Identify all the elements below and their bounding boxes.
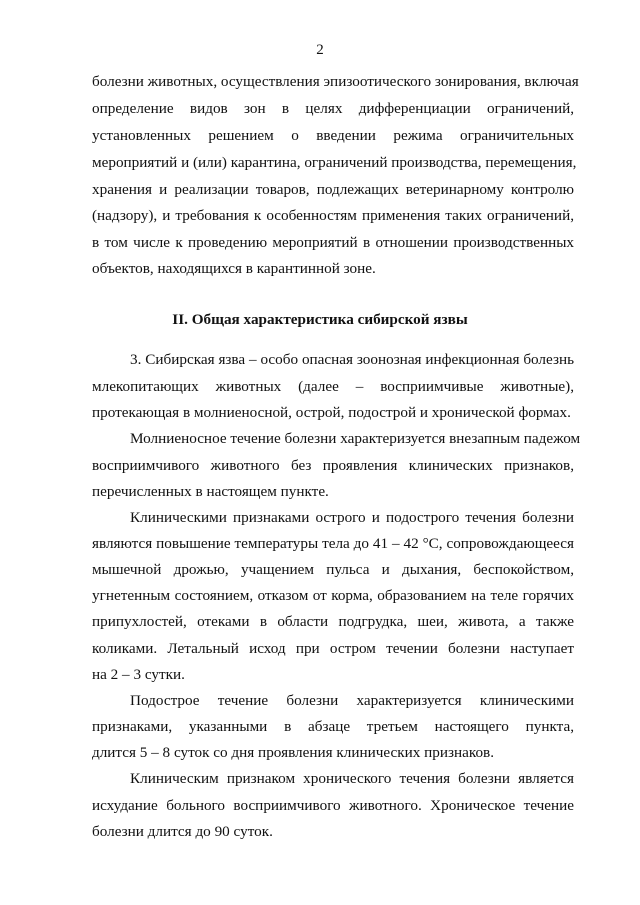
text-line: 3. Сибирская язва – особо опасная зоонозная инфекционная болезнь: [130, 351, 574, 368]
text-line: являются повышение температуры тела до 41 – 42 °С, сопровождающееся: [92, 535, 574, 552]
text-line: установленных решением о введении режима ограничительных: [92, 127, 574, 144]
text-line: длится 5 – 8 суток со дня проявления клинических признаков.: [92, 744, 495, 761]
text-line: мышечной дрожью, учащением пульса и дыхания, беспокойством,: [92, 561, 574, 578]
section-heading: II. Общая характеристика сибирской язвы: [172, 311, 468, 328]
text-line: (надзору), и требования к особенностям применения таких ограничений,: [92, 207, 574, 224]
text-line: болезни животных, осуществления эпизоотического зонирования, включая: [92, 73, 579, 90]
text-line: коликами. Летальный исход при остром течении болезни наступает: [92, 640, 574, 657]
text-line: хранения и реализации товаров, подлежащих ветеринарному контролю: [92, 181, 574, 198]
text-line: Клиническими признаками острого и подострого течения болезни: [130, 509, 574, 526]
text-line: на 2 – 3 сутки.: [92, 666, 185, 683]
text-line: в том числе к проведению мероприятий в отношении производственных: [92, 234, 574, 251]
text-line: болезни длится до 90 суток.: [92, 823, 273, 840]
text-line: протекающая в молниеносной, острой, подострой и хронической формах.: [92, 404, 571, 421]
page-number: 2: [316, 42, 324, 58]
text-line: объектов, находящихся в карантинной зоне.: [92, 260, 376, 277]
text-line: Молниеносное течение болезни характеризуется внезапным падежом: [130, 430, 581, 447]
text-line: угнетенным состоянием, отказом от корма, образованием на теле горячих: [92, 587, 574, 604]
text-line: признаками, указанными в абзаце третьем настоящего пункта,: [92, 718, 574, 735]
text-line: определение видов зон в целях дифференциации ограничений,: [92, 100, 574, 117]
text-line: перечисленных в настоящем пункте.: [92, 483, 329, 500]
text-line: исхудание больного восприимчивого животного. Хроническое течение: [92, 797, 574, 814]
text-line: Подострое течение болезни характеризуется клиническими: [130, 692, 574, 709]
text-line: припухлостей, отеками в области подгрудка, шеи, живота, а также: [92, 613, 574, 630]
text-line: мероприятий и (или) карантина, ограничений производства, перемещения,: [92, 154, 577, 171]
text-line: млекопитающих животных (далее – восприимчивые животные),: [92, 378, 574, 395]
text-line: восприимчивого животного без проявления клинических признаков,: [92, 457, 574, 474]
text-line: Клиническим признаком хронического течения болезни является: [130, 770, 574, 787]
